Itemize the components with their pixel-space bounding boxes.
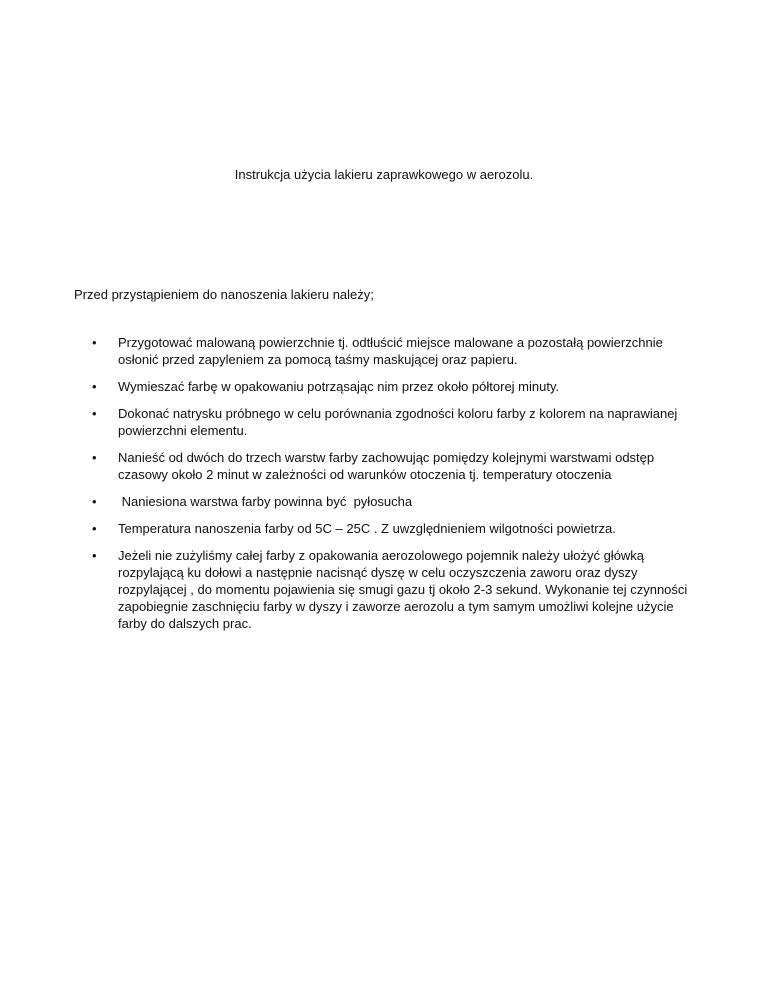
bullet-icon: • — [92, 548, 97, 563]
list-item-text: Wymieszać farbę w opakowaniu potrząsając nim przez około półtorej minuty. — [118, 379, 560, 394]
bullet-icon: • — [92, 335, 97, 350]
bullet-icon: • — [92, 521, 97, 536]
list-item — [0, 405, 706, 439]
list-item-text: Nanieść od dwóch do trzech warstw farby zachowując pomiędzy kolejnymi warstwami odstęp czasowy około 2 minut w zależności od warunków otoczenia tj. temperatury otoczenia — [118, 450, 655, 482]
instruction-list — [0, 334, 768, 642]
list-item-text: Temperatura nanoszenia farby od 5C – 25C . Z uwzględnieniem wilgotności powietrza. — [118, 521, 616, 536]
bullet-icon: • — [92, 494, 97, 509]
bullet-icon: • — [92, 406, 97, 421]
list-item-text: Dokonać natrysku próbnego w celu porównania zgodności koloru farby z kolorem na naprawianej powierzchni elementu. — [118, 406, 678, 438]
list-item — [0, 493, 706, 510]
list-item — [0, 378, 706, 395]
intro-paragraph: Przed przystąpieniem do nanoszenia lakieru należy; — [74, 287, 374, 302]
bullet-icon: • — [92, 450, 97, 465]
list-item-text: Naniesiona warstwa farby powinna być pyłosucha — [118, 494, 413, 509]
list-item-text: Jeżeli nie zużyliśmy całej farby z opakowania aerozolowego pojemnik należy ułożyć główką rozpylającą ku dołowi a następnie nacisnąć dyszę w celu oczyszczenia zaworu oraz dyszy rozpylającej , do momentu pojawienia się smugi gazu tj około 2-3 sekund. Wykonanie tej czynności zapobiegnie zaschnięciu farby w dyszy i zaworze aerozolu a tym samym umożliwi kolejne użycie farby do dalszych prac. — [118, 548, 688, 631]
list-item — [0, 449, 706, 483]
list-item — [0, 547, 706, 632]
page-title: Instrukcja użycia lakieru zaprawkowego w aerozolu. — [234, 167, 534, 182]
list-item — [0, 334, 706, 368]
list-item — [0, 520, 706, 537]
list-item-text: Przygotować malowaną powierzchnie tj. odtłuścić miejsce malowane a pozostałą powierzchnie osłonić przed zapyleniem za pomocą taśmy maskującej oraz papieru. — [118, 335, 663, 367]
bullet-icon: • — [92, 379, 97, 394]
